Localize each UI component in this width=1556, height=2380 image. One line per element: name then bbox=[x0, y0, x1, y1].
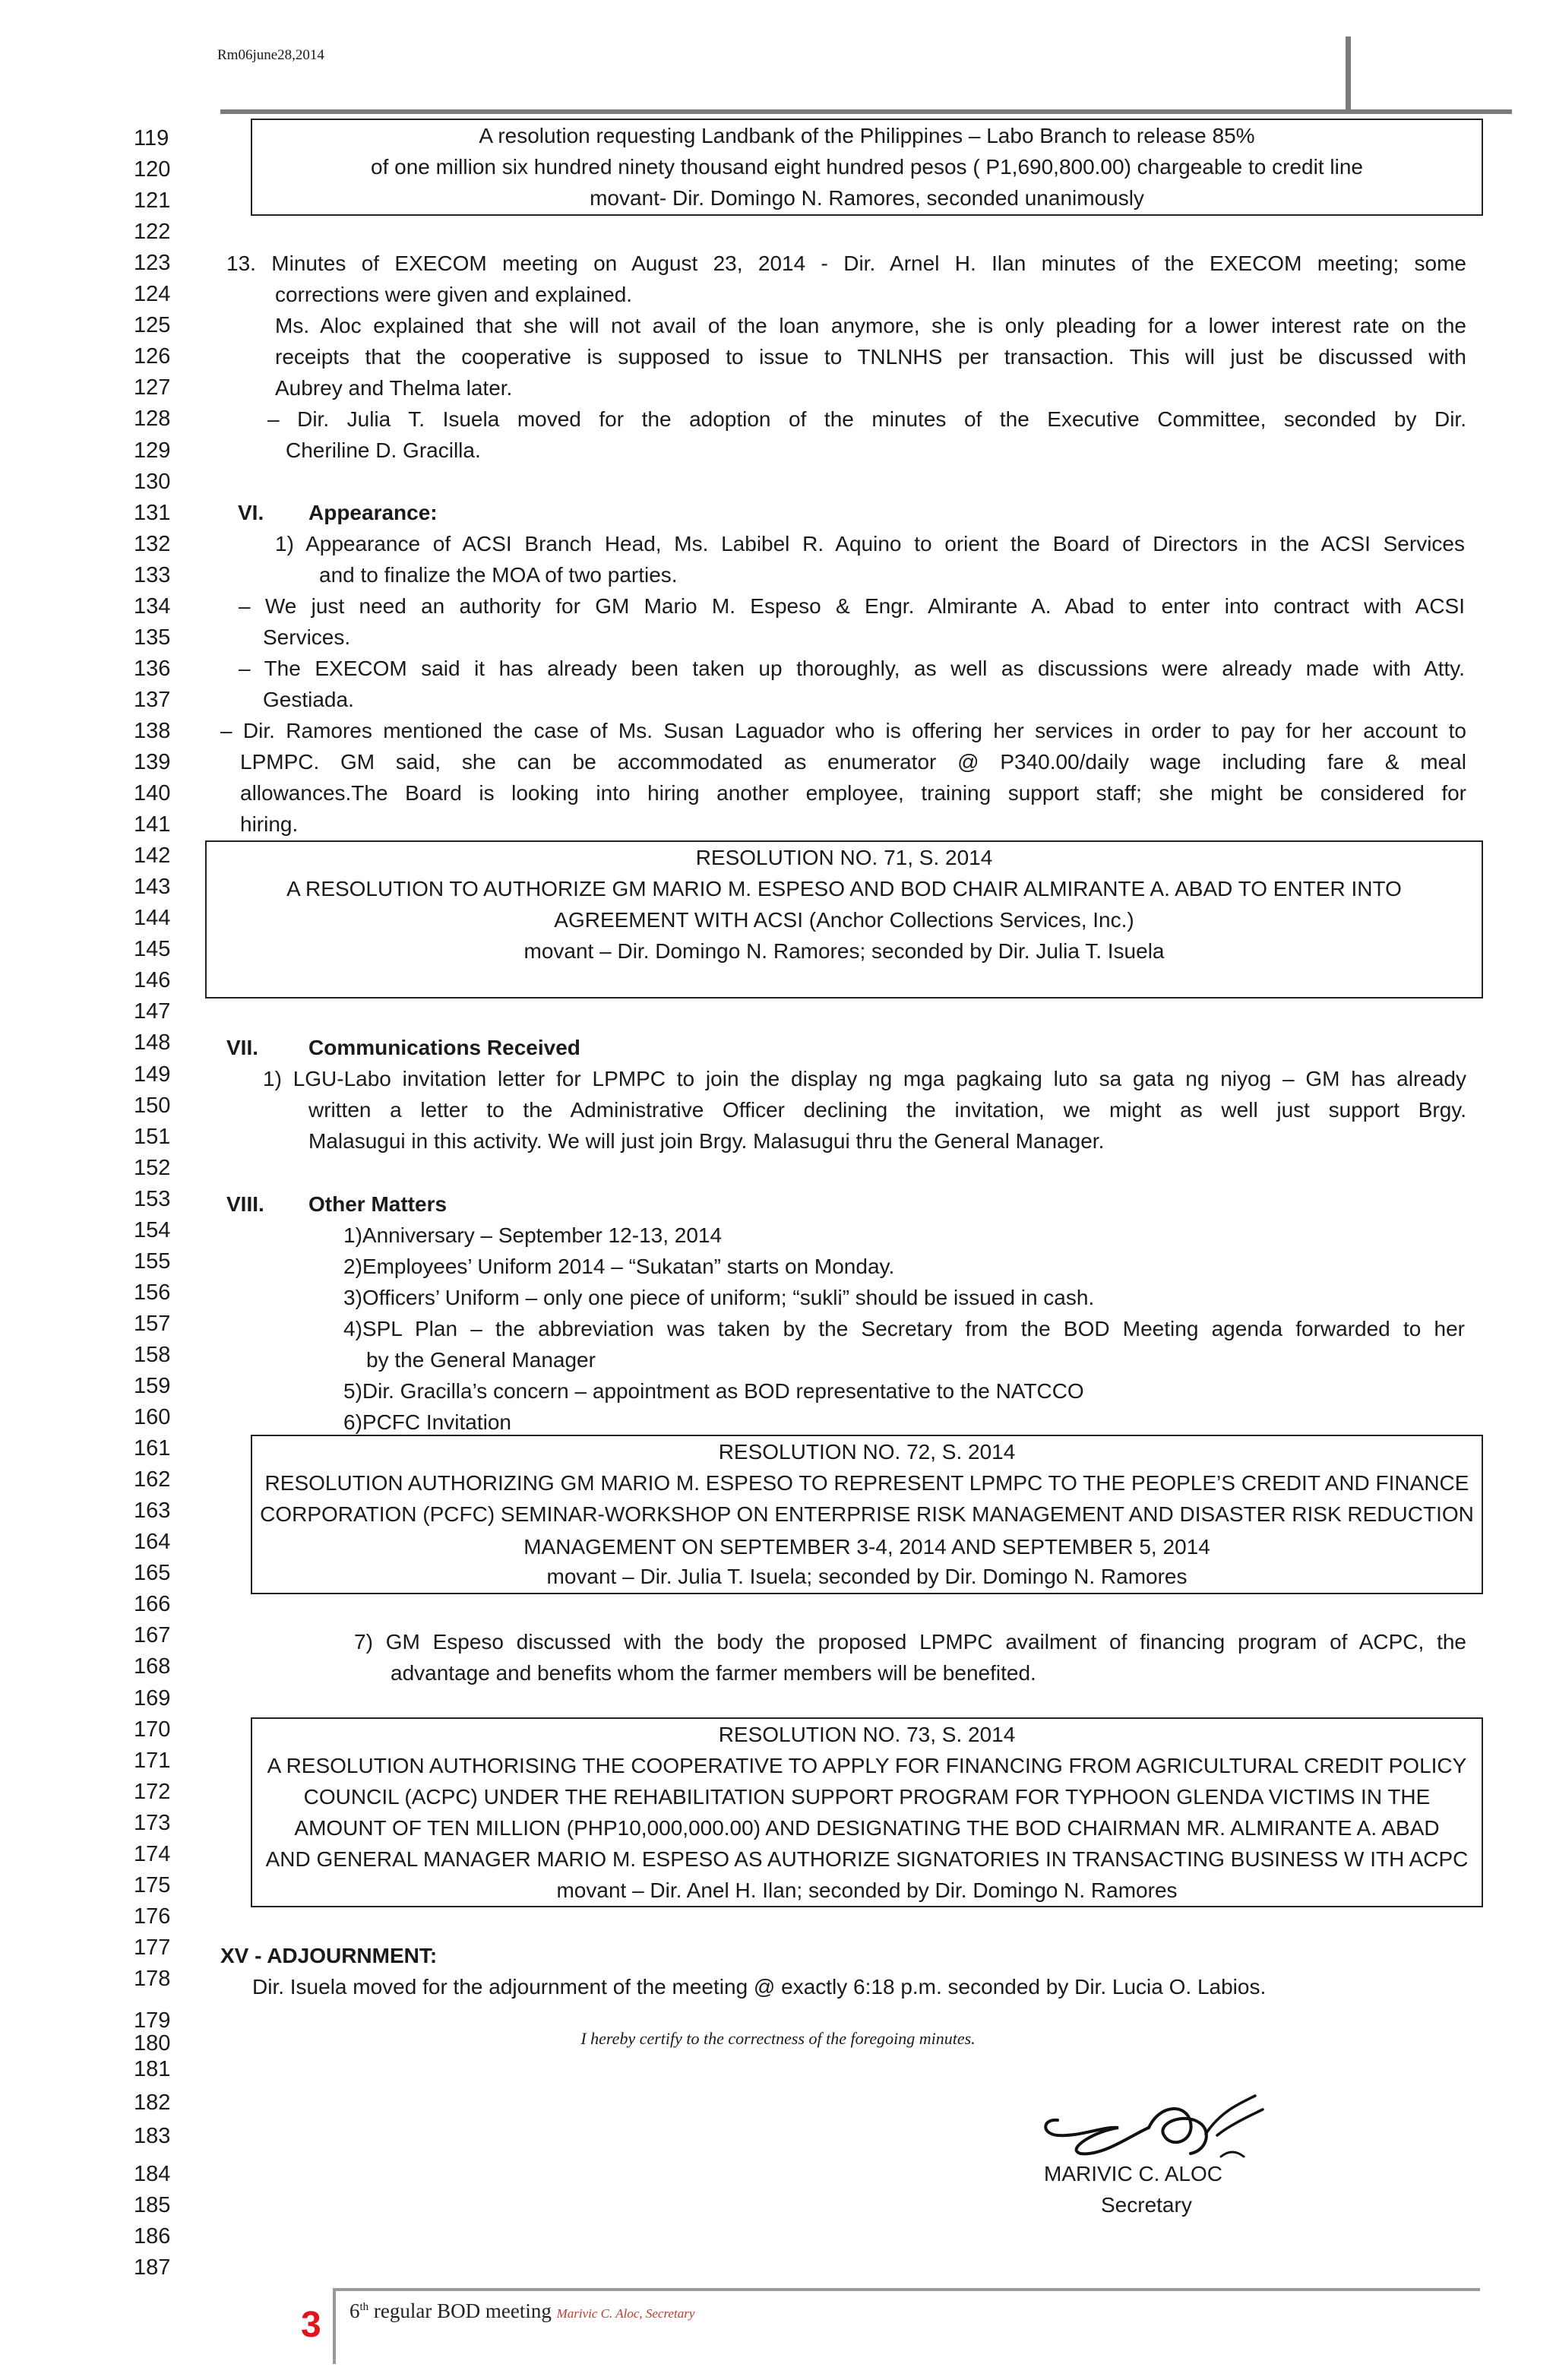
box-line: MANAGEMENT ON SEPTEMBER 3-4, 2014 AND SEPTEMBER 5, 2014 bbox=[523, 1535, 1210, 1559]
line-number: 119 bbox=[134, 126, 169, 150]
line-number: 156 bbox=[134, 1280, 171, 1305]
box-line: movant – Dir. Anel H. Ilan; seconded by Dir. Domingo N. Ramores bbox=[556, 1878, 1178, 1902]
footer-meeting-label bbox=[349, 2299, 694, 2323]
line-number: 162 bbox=[134, 1467, 171, 1492]
section-title: Communications Received bbox=[308, 1036, 580, 1059]
resolution-72-box bbox=[251, 1435, 1483, 1594]
line-number: 185 bbox=[134, 2193, 171, 2217]
line-number: 148 bbox=[134, 1030, 171, 1055]
line-number: 131 bbox=[134, 500, 171, 525]
line-number: 155 bbox=[134, 1249, 171, 1274]
doc-code: Rm06june28,2014 bbox=[217, 47, 324, 63]
line-number: 183 bbox=[134, 2124, 171, 2148]
box-line: COUNCIL (ACPC) UNDER THE REHABILITATION SUPPORT PROGRAM FOR TYPHOON GLENDA VICTIMS IN THE bbox=[303, 1785, 1431, 1809]
box-line: RESOLUTION AUTHORIZING GM MARIO M. ESPESO TO REPRESENT LPMPC TO THE PEOPLE’S CREDIT AND FINANCE bbox=[264, 1471, 1469, 1495]
box-line: movant – Dir. Julia T. Isuela; seconded by Dir. Domingo N. Ramores bbox=[546, 1565, 1188, 1588]
line-number: 164 bbox=[134, 1530, 171, 1555]
item13-line: – Dir. Julia T. Isuela moved for the adoption of the minutes of the Executive Committee, seconded by Dir. bbox=[267, 407, 1466, 431]
line-number: 171 bbox=[134, 1748, 171, 1773]
line-number: 140 bbox=[134, 781, 171, 806]
line-number: 130 bbox=[134, 469, 171, 494]
line-number: 150 bbox=[134, 1093, 171, 1118]
line-number: 152 bbox=[134, 1155, 171, 1180]
line-number: 127 bbox=[134, 375, 171, 400]
section-title: Other Matters bbox=[308, 1192, 448, 1216]
line-number: 128 bbox=[134, 407, 171, 432]
line-number: 158 bbox=[134, 1342, 171, 1367]
line-number: 176 bbox=[134, 1904, 171, 1929]
line-number: 151 bbox=[134, 1124, 171, 1149]
footer-ordinal: 6 bbox=[349, 2299, 360, 2322]
box-line: AND GENERAL MANAGER MARIO M. ESPESO AS AUTHORIZE SIGNATORIES IN TRANSACTING BUSINESS W ITH ACPC bbox=[265, 1847, 1469, 1871]
line-number: 170 bbox=[134, 1717, 171, 1742]
line-number: 187 bbox=[134, 2255, 171, 2280]
line-number: 180 bbox=[134, 2031, 171, 2056]
signatory-name: MARIVIC C. ALOC bbox=[1044, 2162, 1222, 2185]
box-line: movant – Dir. Domingo N. Ramores; seconded by Dir. Julia T. Isuela bbox=[523, 939, 1165, 963]
line-number: 149 bbox=[134, 1062, 171, 1087]
box-line: RESOLUTION NO. 71, S. 2014 bbox=[695, 846, 993, 869]
line-number: 145 bbox=[134, 937, 171, 962]
line-number: 178 bbox=[134, 1966, 171, 1991]
communications-line: written a letter to the Administrative Officer declining the invitation, we might as well just support Brgy. bbox=[308, 1098, 1466, 1122]
box-line: movant- Dir. Domingo N. Ramores, seconded unanimously bbox=[590, 186, 1144, 210]
adjournment-title: XV - ADJOURNMENT: bbox=[220, 1944, 438, 1967]
line-number: 125 bbox=[134, 313, 171, 338]
other-matters-item: 1)Anniversary – September 12-13, 2014 bbox=[343, 1223, 723, 1247]
section-number: VIII. bbox=[226, 1192, 264, 1216]
line-number: 161 bbox=[134, 1436, 171, 1461]
other-matters-item: 5)Dir. Gracilla’s concern – appointment as BOD representative to the NATCCO bbox=[343, 1379, 1084, 1403]
line-number: 173 bbox=[134, 1810, 171, 1835]
item13-line: Ms. Aloc explained that she will not avail of the loan anymore, she is only pleading for a lower interest rate on the bbox=[275, 314, 1466, 337]
box-line: AMOUNT OF TEN MILLION (PHP10,000,000.00) AND DESIGNATING THE BOD CHAIRMAN MR. ALMIRANTE A. ABAD bbox=[294, 1816, 1440, 1840]
acpc-discussion-line: 7) GM Espeso discussed with the body the proposed LPMPC availment of financing program of ACPC, the bbox=[354, 1630, 1466, 1654]
line-number: 172 bbox=[134, 1779, 171, 1804]
line-number: 157 bbox=[134, 1311, 171, 1336]
line-number: 135 bbox=[134, 625, 171, 650]
line-number: 184 bbox=[134, 2162, 171, 2186]
item13-line: 13. Minutes of EXECOM meeting on August 23, 2014 - Dir. Arnel H. Ilan minutes of the EXECOM meeting; some bbox=[226, 252, 1466, 275]
box-line: CORPORATION (PCFC) SEMINAR-WORKSHOP ON ENTERPRISE RISK MANAGEMENT AND DISASTER RISK REDUCTION bbox=[260, 1502, 1474, 1526]
resolution-73-box bbox=[251, 1717, 1483, 1907]
secretary-signature bbox=[1035, 2081, 1286, 2172]
line-number: 139 bbox=[134, 750, 171, 774]
line-number: 141 bbox=[134, 812, 171, 837]
communications-line: Malasugui in this activity. We will just join Brgy. Malasugui thru the General Manager. bbox=[308, 1129, 1105, 1153]
line-number: 120 bbox=[134, 157, 171, 182]
line-number: 126 bbox=[134, 344, 171, 369]
section-number: VI. bbox=[238, 501, 264, 524]
line-number: 153 bbox=[134, 1186, 171, 1211]
adjournment-text: Dir. Isuela moved for the adjournment of the meeting @ exactly 6:18 p.m. seconded by Dir. Lucia O. Labios. bbox=[252, 1975, 1267, 1999]
appearance-line: allowances.The Board is looking into hiring another employee, training support staff; she might be considered for bbox=[240, 781, 1466, 805]
other-matters-item: by the General Manager bbox=[366, 1348, 596, 1372]
appearance-line: LPMPC. GM said, she can be accommodated as enumerator @ P340.00/daily wage including fare & meal bbox=[240, 750, 1466, 774]
line-number: 166 bbox=[134, 1592, 171, 1617]
line-number: 163 bbox=[134, 1499, 171, 1524]
acpc-discussion-line: advantage and benefits whom the farmer members will be benefited. bbox=[391, 1661, 1036, 1685]
line-number: 177 bbox=[134, 1935, 171, 1960]
header-rule bbox=[220, 109, 1512, 114]
line-number: 179 bbox=[134, 2008, 171, 2033]
header-vertical-bar bbox=[1346, 36, 1351, 112]
certification-statement: I hereby certify to the correctness of the foregoing minutes. bbox=[580, 2029, 976, 2048]
line-number: 165 bbox=[134, 1561, 171, 1586]
resolution-71-box bbox=[205, 840, 1483, 999]
box-line: of one million six hundred ninety thousand eight hundred pesos ( P1,690,800.00) chargeable to credit line bbox=[371, 155, 1363, 179]
line-number: 143 bbox=[134, 875, 171, 900]
line-number: 136 bbox=[134, 656, 171, 681]
line-number: 124 bbox=[134, 282, 171, 307]
appearance-line: hiring. bbox=[240, 812, 299, 836]
line-number: 175 bbox=[134, 1872, 171, 1897]
box-line: A RESOLUTION AUTHORISING THE COOPERATIVE TO APPLY FOR FINANCING FROM AGRICULTURAL CREDIT POLICY bbox=[267, 1754, 1467, 1777]
appearance-line: – Dir. Ramores mentioned the case of Ms. Susan Laguador who is offering her services in order to pay for her account to bbox=[220, 719, 1466, 742]
other-matters-item: 2)Employees’ Uniform 2014 – “Sukatan” starts on Monday. bbox=[343, 1255, 895, 1278]
box-line: RESOLUTION NO. 72, S. 2014 bbox=[718, 1440, 1016, 1464]
line-number: 121 bbox=[134, 188, 171, 214]
box-line: A resolution requesting Landbank of the Philippines – Labo Branch to release 85% bbox=[479, 124, 1255, 147]
appearance-line: Services. bbox=[263, 625, 351, 649]
box-line: AGREEMENT WITH ACSI (Anchor Collections Services, Inc.) bbox=[554, 908, 1134, 932]
line-number: 181 bbox=[134, 2057, 171, 2081]
footer-rule bbox=[333, 2288, 1480, 2291]
item13-line: receipts that the cooperative is supposed to issue to TNLNHS per transaction. This will just be discussed with bbox=[275, 345, 1466, 369]
line-number: 154 bbox=[134, 1217, 171, 1242]
item13-line: corrections were given and explained. bbox=[275, 283, 633, 306]
other-matters-item: 3)Officers’ Uniform – only one piece of uniform; “sukli” should be issued in cash. bbox=[343, 1286, 1095, 1309]
line-number: 144 bbox=[134, 906, 171, 931]
communications-line: 1) LGU-Labo invitation letter for LPMPC to join the display ng mga pagkaing luto sa gata ng niyog – GM has already bbox=[263, 1067, 1466, 1090]
appearance-line: and to finalize the MOA of two parties. bbox=[319, 563, 678, 587]
line-number: 160 bbox=[134, 1405, 171, 1430]
line-number: 167 bbox=[134, 1623, 171, 1648]
line-number: 137 bbox=[134, 687, 171, 712]
box-line: A RESOLUTION TO AUTHORIZE GM MARIO M. ESPESO AND BOD CHAIR ALMIRANTE A. ABAD TO ENTER INTO bbox=[286, 877, 1402, 900]
item13-line: Cheriline D. Gracilla. bbox=[286, 438, 481, 462]
appearance-line: 1) Appearance of ACSI Branch Head, Ms. Labibel R. Aquino to orient the Board of Directors in the ACSI Services bbox=[275, 532, 1465, 555]
item13-line: Aubrey and Thelma later. bbox=[275, 376, 513, 400]
appearance-line: Gestiada. bbox=[263, 688, 354, 711]
landbank-resolution-box bbox=[251, 119, 1483, 216]
footer-vertical-bar bbox=[333, 2288, 336, 2364]
box-line: RESOLUTION NO. 73, S. 2014 bbox=[718, 1723, 1016, 1746]
signatory-title: Secretary bbox=[1101, 2193, 1192, 2217]
line-number: 138 bbox=[134, 718, 171, 743]
line-number: 146 bbox=[134, 968, 171, 993]
line-number: 147 bbox=[134, 999, 171, 1024]
line-number: 182 bbox=[134, 2090, 171, 2115]
line-number: 129 bbox=[134, 438, 171, 463]
section-title: Appearance: bbox=[308, 501, 438, 524]
section-number: VII. bbox=[226, 1036, 259, 1059]
footer-ordinal-suffix: th bbox=[359, 2301, 369, 2313]
other-matters-item: 4)SPL Plan – the abbreviation was taken by the Secretary from the BOD Meeting agenda forwarded to her bbox=[343, 1317, 1465, 1340]
line-number: 169 bbox=[134, 1685, 171, 1711]
line-number: 174 bbox=[134, 1841, 171, 1866]
line-number: 122 bbox=[134, 220, 171, 245]
footer-meeting: regular BOD meeting bbox=[368, 2299, 557, 2322]
line-number: 168 bbox=[134, 1654, 171, 1679]
line-number: 134 bbox=[134, 593, 171, 619]
page-number: 3 bbox=[301, 2305, 321, 2345]
line-number: 132 bbox=[134, 531, 171, 556]
appearance-line: – We just need an authority for GM Mario M. Espeso & Engr. Almirante A. Abad to enter into contract with ACSI bbox=[239, 594, 1465, 618]
appearance-line: – The EXECOM said it has already been taken up thoroughly, as well as discussions were already made with Atty. bbox=[239, 657, 1465, 680]
line-number: 186 bbox=[134, 2224, 171, 2249]
line-number: 133 bbox=[134, 562, 171, 587]
footer-sign: Marivic C. Aloc, Secretary bbox=[556, 2306, 695, 2321]
line-number: 142 bbox=[134, 843, 171, 869]
other-matters-item: 6)PCFC Invitation bbox=[343, 1410, 511, 1434]
line-number: 123 bbox=[134, 251, 171, 276]
line-number: 159 bbox=[134, 1374, 171, 1398]
